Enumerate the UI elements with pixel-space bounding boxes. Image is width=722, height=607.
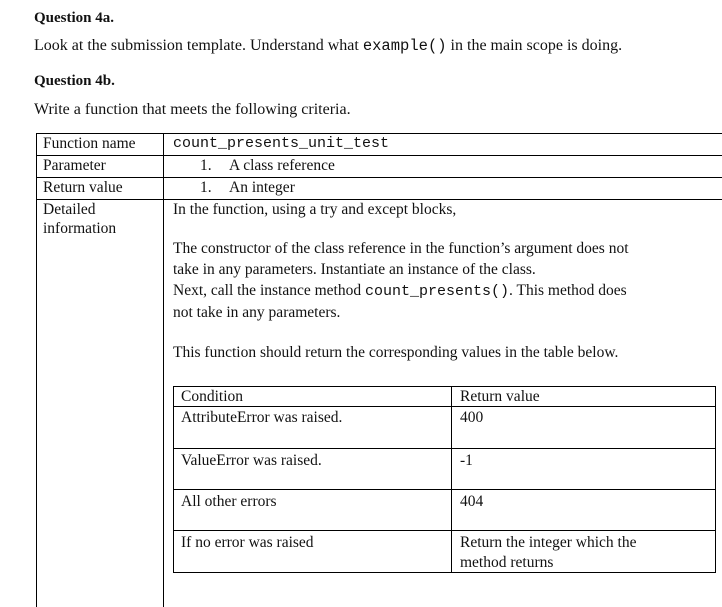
return-row-4-line1: Return the integer which the <box>460 534 637 551</box>
condition-table-border-right <box>715 386 716 573</box>
condition-row-4: If no error was raised <box>181 534 314 551</box>
condition-table-rule <box>173 489 716 490</box>
condition-row-1: AttributeError was raised. <box>181 409 343 426</box>
parameter-label: Parameter <box>43 157 106 174</box>
spec-table-border-left <box>36 133 37 607</box>
return-value-text: An integer <box>229 179 295 196</box>
return-value-header: Return value <box>460 388 540 405</box>
question-4a-heading: Question 4a. <box>34 10 115 26</box>
spec-table-rule <box>36 199 722 200</box>
detail-paragraph-3: This function should return the corresponding values in the table below. <box>173 344 619 361</box>
question-4a-text-before: Look at the submission template. Understand what <box>34 37 363 54</box>
condition-table-header-rule <box>173 406 716 407</box>
condition-table-border-bottom <box>173 572 716 573</box>
return-row-3: 404 <box>460 493 484 510</box>
detail-line3-before: Next, call the instance method <box>173 282 365 299</box>
function-name-label: Function name <box>43 135 136 152</box>
question-4b-heading: Question 4b. <box>34 73 115 89</box>
condition-row-3: All other errors <box>181 493 277 510</box>
condition-table-divider <box>451 386 452 573</box>
spec-table-divider <box>163 133 164 607</box>
detail-line3-code: count_presents() <box>364 283 509 300</box>
question-4a-code: example() <box>362 37 447 55</box>
return-row-2: -1 <box>460 452 473 469</box>
parameter-number: 1. <box>200 157 212 174</box>
detail-line3-after: . This method does <box>509 282 627 299</box>
spec-table-rule <box>36 155 722 156</box>
return-row-4-line2: method returns <box>460 554 554 571</box>
condition-table-rule <box>173 448 716 449</box>
condition-row-2: ValueError was raised. <box>181 452 322 469</box>
detail-paragraph-1: In the function, using a try and except blocks, <box>173 201 457 218</box>
condition-table-border-left <box>173 386 174 573</box>
condition-table-rule <box>173 530 716 531</box>
detail-paragraph-2-line3 <box>173 282 627 300</box>
spec-table-rule <box>36 177 722 178</box>
detail-paragraph-2-line2: take in any parameters. Instantiate an instance of the class. <box>173 261 536 278</box>
question-4b-intro: Write a function that meets the following criteria. <box>34 101 351 118</box>
return-value-label: Return value <box>43 179 123 196</box>
detail-paragraph-2-line1: The constructor of the class reference in the function’s argument does not <box>173 240 629 257</box>
parameter-value: A class reference <box>229 157 335 174</box>
return-row-1: 400 <box>460 409 484 426</box>
condition-header: Condition <box>181 388 244 405</box>
condition-table-border-top <box>173 386 716 387</box>
detail-paragraph-2-line4: not take in any parameters. <box>173 304 341 321</box>
function-name-value: count_presents_unit_test <box>173 135 390 152</box>
question-4a-text <box>34 37 622 55</box>
spec-table-border-top <box>36 133 722 134</box>
question-4a-text-after: in the main scope is doing. <box>446 37 623 54</box>
detailed-label-line2: information <box>43 220 117 237</box>
detailed-label-line1: Detailed <box>43 201 96 218</box>
return-value-number: 1. <box>200 179 212 196</box>
